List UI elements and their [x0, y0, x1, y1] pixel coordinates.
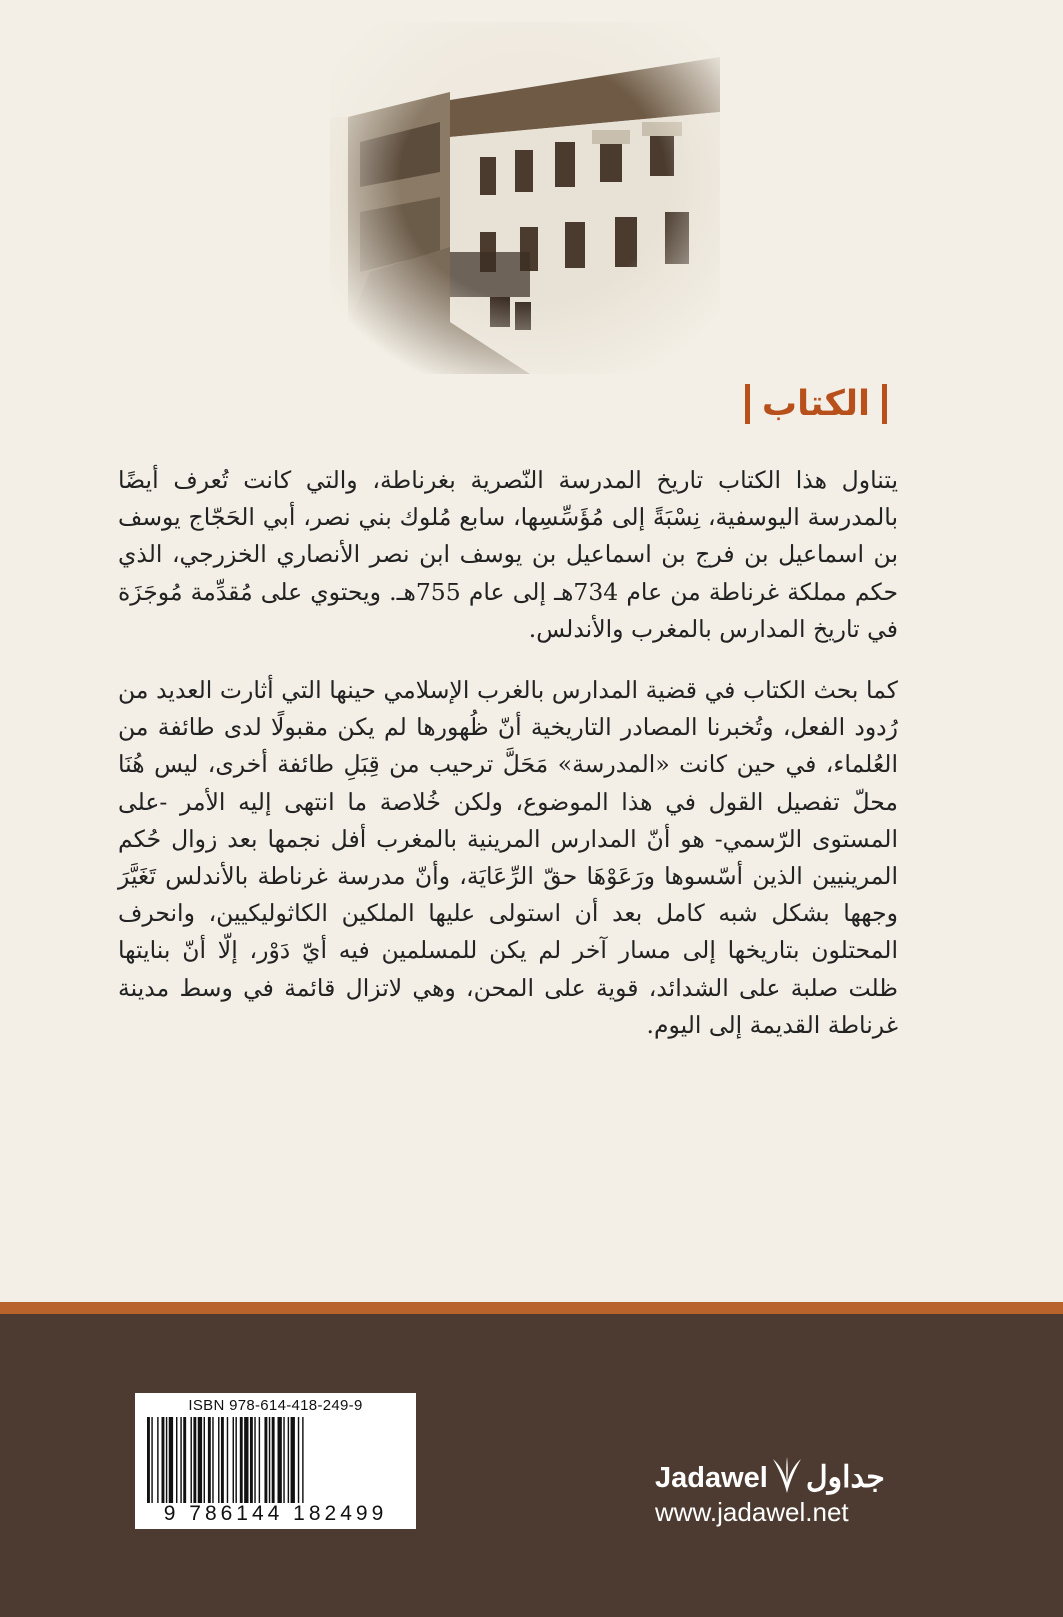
publisher-logo-row [655, 1455, 905, 1495]
section-label-text: الكتاب [761, 384, 870, 424]
footer-accent-stripe [0, 1302, 1063, 1314]
publisher-name-arabic: جداول [805, 1461, 885, 1494]
description-paragraph-1: يتناول هذا الكتاب تاريخ المدرسة النّصرية بغرناطة، والتي كانت تُعرف أيضًا بالمدرسة اليوسفية، نِسْبَةً إلى مُؤَسِّسِها، سابع مُلوك بني نصر، أبي الحَجّاج يوسف بن اسماعيل بن فرج بن اسماعيل بن يوسف ابن نصر الأنصاري الخزرجي، الذي حكم مملكة غرناطة من عام 734هـ إلى عام 755هـ. ويحتوي على مُقدِّمة مُوجَزَة في تاريخ المدارس بالمغرب والأندلس. [118, 466, 899, 643]
cover-photo-street-scene [330, 22, 720, 374]
publisher-block [655, 1455, 905, 1528]
publisher-logo-icon [771, 1455, 803, 1495]
book-description [118, 462, 898, 1062]
barcode-bars [147, 1417, 404, 1503]
label-bar-left [745, 384, 750, 424]
publisher-url: www.jadawel.net [655, 1497, 849, 1527]
section-label [745, 384, 887, 424]
isbn-text: ISBN 978-614-418-249-9 [188, 1397, 363, 1414]
label-bar-right [882, 384, 887, 424]
description-paragraph-2: كما بحث الكتاب في قضية المدارس بالغرب الإسلامي حينها التي أثارت العديد من رُدود الفعل، وتُخبرنا المصادر التاريخية أنّ ظُهورها لم يكن مقبولًا لدى طائفة من العُلماء، في حين كانت «المدرسة» مَحَلَّ ترحيب من قِبَلِ طائفة أخرى، ليس هُنَا محلّ تفصيل القول في هذا الموضوع، ولكن خُلاصة ما انتهى إليه الأمر -على المستوى الرّسمي- هو أنّ المدارس المرينية بالمغرب أفل نجمها بعد زوال حُكم المرينيين الذين أسّسوها ورَعَوْهَا حقّ الرِّعَايَة، وأنّ مدرسة غرناطة بالأندلس تَغَيَّرَ وجهها بشكل شبه كامل بعد أن استولى عليها الملكين الكاثوليكيين، وانحرف المحتلون بتاريخها إلى مسار آخر لم يكن للمسلمين فيه أيّ دَوْر، إلّا أنّ بنايتها ظلت صلبة على الشدائد، قوية على المحن، وهي لاتزال قائمة في وسط مدينة غرناطة القديمة إلى اليوم. [118, 676, 898, 1039]
barcode-box [135, 1393, 416, 1529]
barcode-digits: 9 786144 182499 [163, 1502, 388, 1525]
street-photo-illustration [330, 22, 720, 374]
publisher-name-latin: Jadawel [655, 1462, 768, 1494]
